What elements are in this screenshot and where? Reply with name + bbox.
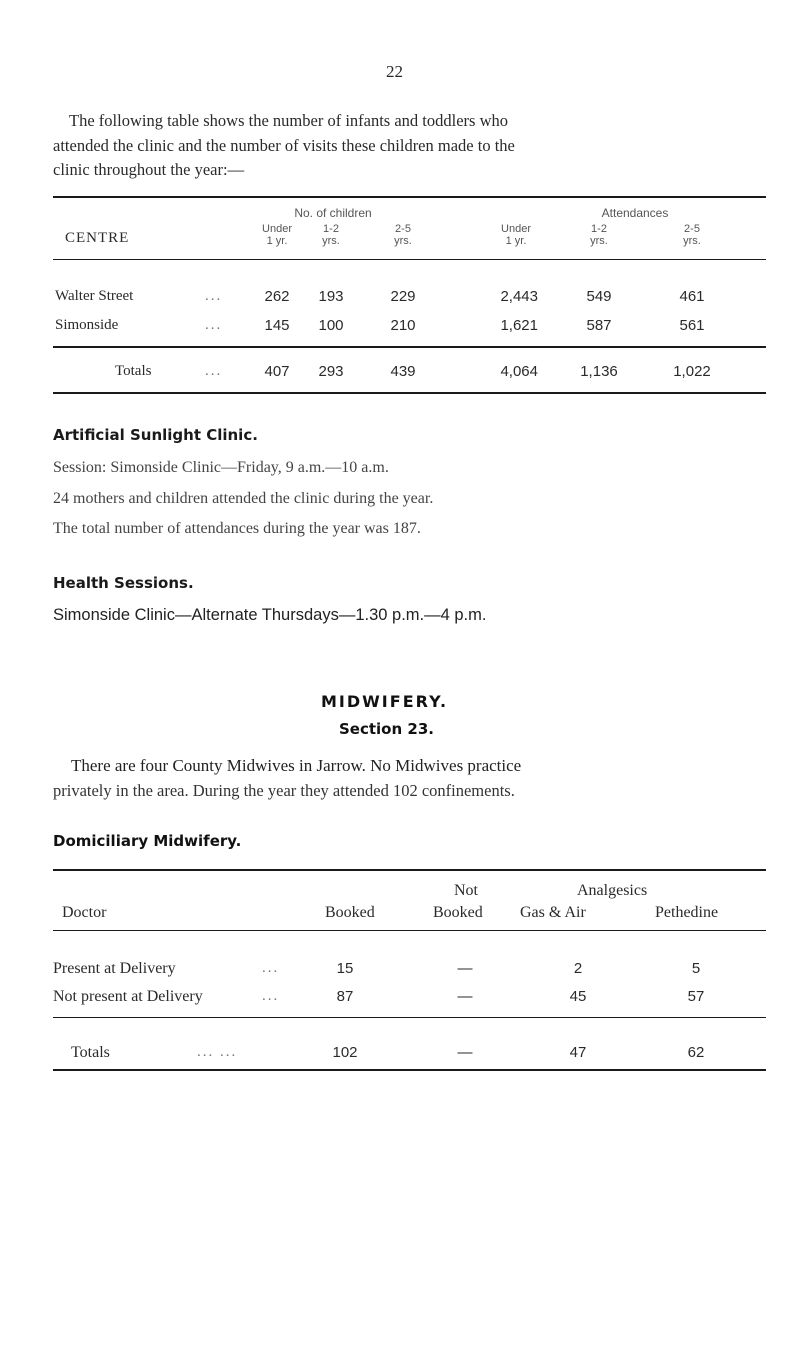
row-leader-dots: ... bbox=[262, 960, 280, 976]
totals-rule bbox=[53, 346, 766, 348]
health-session: Simonside Clinic—Alternate Thursdays—1.30 p.m.—4 p.m. bbox=[53, 606, 487, 624]
header-analgesics: Analgesics bbox=[577, 882, 648, 899]
row-doctor-status: Present at Delivery bbox=[53, 960, 176, 977]
totals-value: 62 bbox=[687, 1044, 705, 1061]
row-value: 549 bbox=[586, 288, 612, 305]
subheader-attendances-under-1: Under 1 yr. bbox=[501, 223, 531, 247]
header-booked: Booked bbox=[325, 904, 375, 921]
totals-value: 439 bbox=[390, 363, 416, 380]
subheader-children-under-1: Under 1 yr. bbox=[262, 223, 292, 247]
row-value: 210 bbox=[390, 317, 416, 334]
row-value: 145 bbox=[264, 317, 290, 334]
row-leader-dots: ... bbox=[262, 988, 280, 1004]
table-bottom-rule bbox=[53, 392, 766, 394]
totals-leader-dots: ... bbox=[205, 363, 223, 379]
sunlight-session: Session: Simonside Clinic—Friday, 9 a.m.—10 a.m. bbox=[53, 459, 389, 476]
totals-label: Totals bbox=[71, 1044, 110, 1061]
header-gas-air: Gas & Air bbox=[520, 904, 586, 921]
section-number: Section 23. bbox=[339, 720, 434, 738]
row-value: 461 bbox=[679, 288, 705, 305]
row-leader-dots: ... bbox=[205, 317, 223, 333]
row-value: 2,443 bbox=[500, 288, 538, 305]
dom-table-top-rule bbox=[53, 869, 766, 871]
domiciliary-heading: Domiciliary Midwifery. bbox=[53, 832, 242, 850]
row-value: 57 bbox=[687, 988, 705, 1005]
intro-line-2: attended the clinic and the number of visits these children made to the bbox=[53, 136, 515, 155]
subheader-attendances-1-2: 1-2 yrs. bbox=[590, 223, 608, 247]
midwifery-para-2: privately in the area. During the year they attended 102 confinements. bbox=[53, 781, 515, 800]
row-value: 193 bbox=[318, 288, 344, 305]
totals-leader-dots: ... ... bbox=[197, 1044, 238, 1060]
row-value: — bbox=[457, 988, 473, 1005]
totals-label: Totals bbox=[115, 363, 152, 379]
row-value: 229 bbox=[390, 288, 416, 305]
intro-line-1: The following table shows the number of infants and toddlers who bbox=[69, 111, 508, 130]
dom-header-rule bbox=[53, 930, 766, 931]
header-rule bbox=[53, 259, 766, 260]
header-pethedine: Pethedine bbox=[655, 904, 719, 921]
row-doctor-status: Not present at Delivery bbox=[53, 988, 203, 1005]
row-value: 561 bbox=[679, 317, 705, 334]
totals-value: — bbox=[457, 1044, 473, 1061]
dom-table-bottom-rule bbox=[53, 1069, 766, 1071]
row-value: 87 bbox=[336, 988, 354, 1005]
totals-value: 407 bbox=[264, 363, 290, 380]
header-doctor: Doctor bbox=[62, 904, 107, 921]
row-value: 5 bbox=[691, 960, 701, 977]
midwifery-title: MIDWIFERY. bbox=[321, 692, 449, 711]
sunlight-attended: 24 mothers and children attended the clinic during the year. bbox=[53, 490, 434, 507]
row-centre-name: Walter Street bbox=[55, 288, 134, 304]
dom-totals-rule bbox=[53, 1017, 766, 1018]
totals-value: 1,022 bbox=[673, 363, 711, 380]
page-number: 22 bbox=[386, 62, 403, 81]
totals-value: 293 bbox=[318, 363, 344, 380]
row-value: — bbox=[457, 960, 473, 977]
totals-value: 47 bbox=[569, 1044, 587, 1061]
table-top-rule bbox=[53, 196, 766, 198]
centre-header: CENTRE bbox=[65, 230, 130, 246]
row-centre-name: Simonside bbox=[55, 317, 119, 333]
health-heading: Health Sessions. bbox=[53, 574, 194, 592]
group-header-attendances: Attendances bbox=[601, 206, 669, 220]
header-not-booked: Booked bbox=[433, 904, 483, 921]
row-leader-dots: ... bbox=[205, 288, 223, 304]
row-value: 15 bbox=[336, 960, 354, 977]
row-value: 45 bbox=[569, 988, 587, 1005]
subheader-attendances-2-5: 2-5 yrs. bbox=[683, 223, 701, 247]
row-value: 100 bbox=[318, 317, 344, 334]
row-value: 262 bbox=[264, 288, 290, 305]
totals-value: 102 bbox=[332, 1044, 358, 1061]
header-not: Not bbox=[454, 882, 478, 899]
sunlight-total: The total number of attendances during the year was 187. bbox=[53, 520, 421, 537]
totals-value: 1,136 bbox=[580, 363, 618, 380]
midwifery-para-1: There are four County Midwives in Jarrow. No Midwives practice bbox=[71, 756, 522, 775]
row-value: 1,621 bbox=[500, 317, 538, 334]
subheader-children-2-5: 2-5 yrs. bbox=[394, 223, 412, 247]
intro-line-3: clinic throughout the year:— bbox=[53, 160, 245, 179]
group-header-children: No. of children bbox=[294, 206, 372, 220]
subheader-children-1-2: 1-2 yrs. bbox=[322, 223, 340, 247]
totals-value: 4,064 bbox=[500, 363, 538, 380]
row-value: 587 bbox=[586, 317, 612, 334]
row-value: 2 bbox=[573, 960, 583, 977]
sunlight-heading: Artificial Sunlight Clinic. bbox=[53, 426, 258, 444]
